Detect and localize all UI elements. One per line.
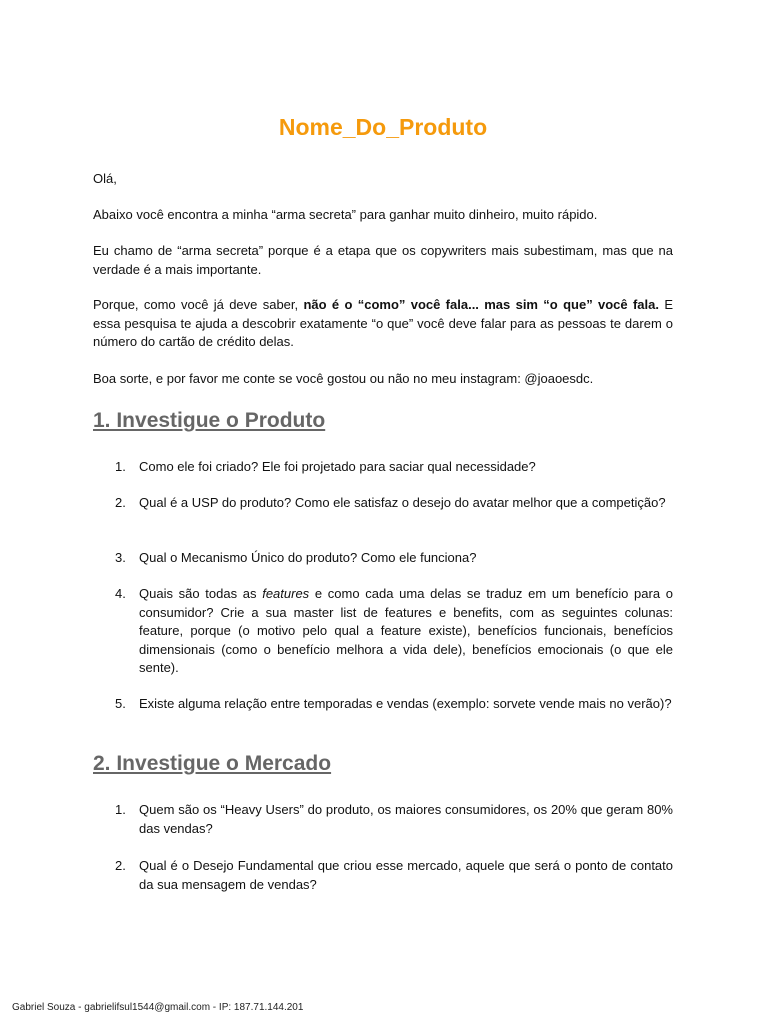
list-number: 4. bbox=[115, 586, 126, 601]
item-4-tail: e como cada uma delas se traduz em um benefício para o consumidor? Crie a sua master list de features e benefits, com as seguintes colunas: feature, porque (o motivo pelo qual a feature existe), benefícios funcionais, benefícios dimensionais (como o benefício melhora a vida dele), benefícios emocionais (o que ele sente). bbox=[139, 586, 673, 675]
p3-bold: não é o “como” você fala... mas sim “o que” você fala. bbox=[303, 297, 659, 312]
list-number: 3. bbox=[115, 550, 126, 565]
list-number: 1. bbox=[115, 459, 126, 474]
item-4-italic: features bbox=[262, 586, 310, 601]
list-text: Existe alguma relação entre temporadas e vendas (exemplo: sorvete vende mais no verão)? bbox=[139, 696, 672, 711]
intro-paragraph-1: Abaixo você encontra a minha “arma secreta” para ganhar muito dinheiro, muito rápido. bbox=[93, 207, 598, 222]
list-text: Qual é o Desejo Fundamental que criou esse mercado, aquele que será o ponto de contato da sua mensagem de vendas? bbox=[139, 858, 673, 892]
list-text: Qual o Mecanismo Único do produto? Como ele funciona? bbox=[139, 550, 477, 565]
footer-watermark: Gabriel Souza - gabrielifsul1544@gmail.com - IP: 187.71.144.201 bbox=[12, 1002, 304, 1013]
section-1-heading: 1. Investigue o Produto bbox=[93, 409, 326, 432]
p3-tail: E essa pesquisa te ajuda a descobrir exatamente “o que” você deve falar para as pessoas te darem o número do cartão de crédito delas. bbox=[93, 297, 673, 349]
document-title: Nome_Do_Produto bbox=[278, 114, 488, 140]
list-number: 1. bbox=[115, 802, 126, 817]
list-text: Como ele foi criado? Ele foi projetado para saciar qual necessidade? bbox=[139, 459, 536, 474]
intro-paragraph-2: Eu chamo de “arma secreta” porque é a etapa que os copywriters mais subestimam, mas que na verdade é a mais importante. bbox=[93, 243, 673, 277]
list-text: Qual é a USP do produto? Como ele satisfaz o desejo do avatar melhor que a competição? bbox=[139, 495, 666, 510]
list-text: Quem são os “Heavy Users” do produto, os maiores consumidores, os 20% que geram 80% das vendas? bbox=[139, 802, 673, 836]
list-number: 5. bbox=[115, 696, 126, 711]
p3-lead: Porque, como você já deve saber, bbox=[93, 297, 304, 312]
intro-paragraph-4: Boa sorte, e por favor me conte se você gostou ou não no meu instagram: @joaoesdc. bbox=[93, 371, 594, 386]
section-2-heading: 2. Investigue o Mercado bbox=[93, 752, 332, 775]
item-4-lead: Quais são todas as bbox=[139, 586, 263, 601]
intro-paragraph-3 bbox=[93, 296, 673, 352]
list-text bbox=[139, 585, 673, 678]
list-number: 2. bbox=[115, 495, 126, 510]
greeting: Olá, bbox=[93, 171, 117, 186]
list-number: 2. bbox=[115, 858, 126, 873]
